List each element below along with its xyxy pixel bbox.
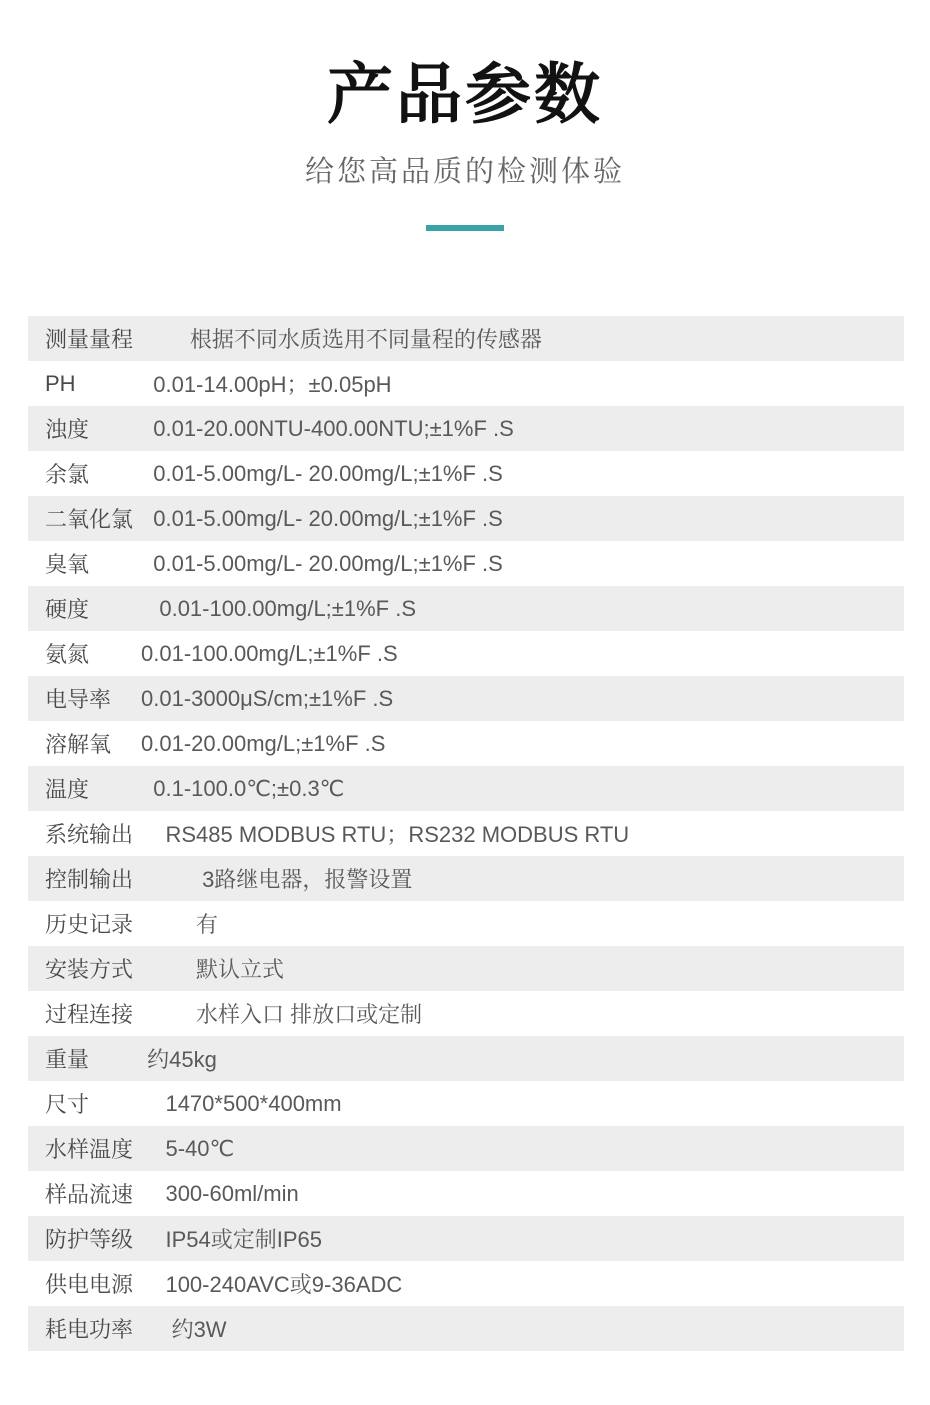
table-row xyxy=(28,991,904,1036)
spec-label: 浊度 xyxy=(45,417,90,443)
spec-label: 温度 xyxy=(45,777,90,803)
spec-label: 历史记录 xyxy=(45,912,134,938)
spec-value: 根据不同水质选用不同量程的传感器 xyxy=(141,327,542,353)
spec-label: 重量 xyxy=(45,1047,90,1073)
spec-label: 氨氮 xyxy=(45,642,90,668)
spec-value: 0.01-3000μS/cm;±1%F .S xyxy=(141,685,394,711)
table-row xyxy=(28,541,904,586)
table-row xyxy=(28,631,904,676)
spec-value: 100-240AVC或9-36ADC xyxy=(141,1272,403,1298)
table-row xyxy=(28,496,904,541)
spec-value: 0.01-20.00mg/L;±1%F .S xyxy=(141,730,386,756)
spec-value: 0.1-100.0℃;±0.3℃ xyxy=(141,775,345,801)
table-row xyxy=(28,1126,904,1171)
spec-value: 约3W xyxy=(141,1317,227,1343)
table-row xyxy=(28,676,904,721)
spec-label: 尺寸 xyxy=(45,1092,90,1118)
table-row xyxy=(28,1306,904,1351)
spec-value: 默认立式 xyxy=(141,957,285,983)
table-row xyxy=(28,946,904,991)
spec-value: 1470*500*400mm xyxy=(141,1090,342,1116)
spec-label: 系统输出 xyxy=(45,822,134,848)
table-row xyxy=(28,316,904,361)
spec-value: 0.01-100.00mg/L;±1%F .S xyxy=(141,640,398,666)
spec-value: RS485 MODBUS RTU；RS232 MODBUS RTU xyxy=(141,822,630,848)
table-row xyxy=(28,451,904,496)
table-row xyxy=(28,766,904,811)
spec-label: 臭氧 xyxy=(45,552,90,578)
spec-label: PH xyxy=(45,370,76,396)
spec-value: 300-60ml/min xyxy=(141,1180,299,1206)
header xyxy=(0,0,930,231)
table-row xyxy=(28,1171,904,1216)
spec-label: 防护等级 xyxy=(45,1227,134,1253)
spec-label: 硬度 xyxy=(45,597,90,623)
spec-label: 供电电源 xyxy=(45,1272,134,1298)
spec-value: 0.01-14.00pH；±0.05pH xyxy=(141,372,392,398)
spec-label: 测量量程 xyxy=(45,327,134,353)
spec-label: 水样温度 xyxy=(45,1137,134,1163)
spec-label: 余氯 xyxy=(45,462,90,488)
table-row xyxy=(28,811,904,856)
page-title: 产品参数 xyxy=(327,57,603,131)
spec-value: 3路继电器，报警设置 xyxy=(141,867,413,893)
spec-label: 过程连接 xyxy=(45,1002,134,1028)
table-row xyxy=(28,1216,904,1261)
table-row xyxy=(28,406,904,451)
table-row xyxy=(28,1081,904,1126)
spec-label: 电导率 xyxy=(45,687,112,713)
spec-label: 耗电功率 xyxy=(45,1317,134,1343)
spec-value: 0.01-5.00mg/L- 20.00mg/L;±1%F .S xyxy=(141,460,503,486)
spec-value: 有 xyxy=(141,912,219,938)
spec-label: 安装方式 xyxy=(45,957,134,983)
spec-table xyxy=(28,316,904,1351)
table-row xyxy=(28,1261,904,1306)
table-row xyxy=(28,856,904,901)
spec-label: 溶解氧 xyxy=(45,732,112,758)
table-row xyxy=(28,901,904,946)
spec-value: 0.01-5.00mg/L- 20.00mg/L;±1%F .S xyxy=(141,550,503,576)
table-row xyxy=(28,361,904,406)
spec-value: 0.01-100.00mg/L;±1%F .S xyxy=(141,595,417,621)
spec-value: IP54或定制IP65 xyxy=(141,1227,322,1253)
table-row xyxy=(28,721,904,766)
table-row xyxy=(28,1036,904,1081)
page-subtitle: 给您高品质的检测体验 xyxy=(304,155,625,188)
spec-value: 约45kg xyxy=(141,1047,217,1073)
spec-value: 5-40℃ xyxy=(141,1135,235,1161)
spec-value: 水样入口 排放口或定制 xyxy=(141,1002,423,1028)
spec-label: 样品流速 xyxy=(45,1182,134,1208)
spec-value: 0.01-20.00NTU-400.00NTU;±1%F .S xyxy=(141,415,514,441)
spec-label: 二氧化氯 xyxy=(45,507,134,533)
table-row xyxy=(28,586,904,631)
spec-value: 0.01-5.00mg/L- 20.00mg/L;±1%F .S xyxy=(141,505,503,531)
spec-label: 控制输出 xyxy=(45,867,134,893)
accent-divider xyxy=(426,225,504,231)
